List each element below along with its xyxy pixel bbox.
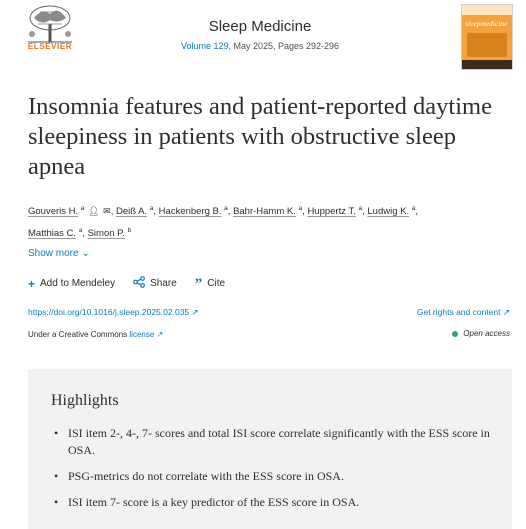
author-name[interactable]: Hackenberg B. — [158, 206, 222, 218]
mail-icon[interactable]: ✉ — [103, 206, 111, 217]
affiliation-marker: b — [127, 227, 132, 235]
issue-pages: , May 2025, Pages 292-296 — [228, 41, 340, 51]
highlights-title: Highlights — [51, 392, 119, 409]
cover-header-strip — [462, 5, 512, 15]
share-button[interactable] — [133, 276, 177, 291]
license-link[interactable] — [129, 330, 163, 339]
highlights-list — [54, 425, 494, 520]
share-icon — [133, 276, 145, 291]
author-item[interactable] — [159, 206, 228, 217]
quote-icon: ” — [194, 275, 203, 292]
doi-text: https://doi.org/10.1016/j.sleep.2025.02.035 — [28, 307, 190, 317]
open-access-label: Open access — [463, 329, 510, 338]
license-prefix: Under a Creative Commons — [28, 330, 128, 339]
rights-link[interactable] — [417, 307, 510, 318]
affiliation-marker: a — [224, 205, 228, 212]
cover-image — [467, 33, 507, 57]
affiliation-marker: a — [78, 227, 83, 235]
open-access-dot-icon — [452, 331, 458, 337]
author-name[interactable]: Simon P. — [87, 228, 125, 240]
chevron-down-icon: ⌄ — [81, 248, 90, 259]
journal-cover-thumbnail[interactable] — [461, 4, 513, 70]
external-link-icon: ↗ — [502, 307, 510, 317]
cite-label: Cite — [207, 278, 226, 289]
affiliation-marker: a — [149, 205, 154, 212]
affiliation-marker: a — [298, 205, 303, 212]
add-to-mendeley-button[interactable] — [28, 276, 115, 291]
doi-link[interactable] — [28, 307, 199, 318]
highlight-item: • PSG-metrics do not correlate with the ESS score in OSA. — [54, 468, 494, 485]
external-link-icon: ↗ — [191, 307, 199, 317]
affiliation-marker: a — [411, 205, 416, 212]
author-item[interactable] — [233, 206, 302, 217]
highlight-item: • ISI item 7- score is a key predictor of the ESS score in OSA. — [54, 494, 494, 511]
affiliation-marker: a — [80, 205, 85, 212]
author-name[interactable]: Bahr-Hamm K. — [233, 206, 296, 218]
person-icon: 👤︎ — [88, 206, 100, 217]
article-actions — [28, 276, 225, 291]
journal-title-link[interactable]: Sleep Medicine — [208, 18, 312, 35]
author-name[interactable]: Ludwig K. — [367, 206, 410, 218]
author-name[interactable]: Matthias C. — [28, 228, 77, 240]
external-link-icon: ↗ — [156, 330, 164, 339]
author-name[interactable]: Gouveris H. — [28, 206, 79, 218]
author-item[interactable] — [88, 228, 132, 239]
share-label: Share — [150, 278, 177, 289]
add-to-mendeley-label: Add to Mendeley — [40, 278, 116, 289]
journal-issue-info — [160, 41, 360, 51]
open-access-badge — [452, 329, 510, 338]
author-item[interactable] — [116, 206, 153, 217]
volume-link[interactable]: Volume 129 — [180, 41, 229, 51]
publisher-name: ELSEVIER — [27, 42, 73, 51]
plus-icon: + — [28, 276, 36, 291]
author-list: Gouveris H. $^a$ 👤︎ ✉, Deiß A. $^a$, Hackenberg B. $^a$, Bahr-Hamm K. $^a$, Huppertz T. $^a$, Ludwig K. $^a$, Matthias C. $^a$, Simon P. $^b$ — [28, 205, 419, 240]
author-item[interactable] — [28, 228, 82, 239]
rights-text: Get rights and content — [416, 307, 501, 317]
license-link-text: license — [129, 330, 155, 339]
author-item[interactable] — [307, 206, 362, 217]
cover-title: sleepmedicine — [465, 19, 508, 28]
author-name[interactable]: Huppertz T. — [307, 206, 356, 218]
show-more-label: Show more — [28, 248, 79, 259]
highlights-section — [28, 369, 512, 529]
author-item[interactable] — [28, 206, 111, 217]
affiliation-marker: a — [358, 205, 363, 212]
author-item[interactable] — [367, 206, 415, 217]
cite-button[interactable] — [195, 276, 225, 291]
license-info — [28, 330, 163, 339]
highlight-item: • ISI item 2-, 4-, 7- scores and total ISI score correlate significantly with the ESS score in OSA. — [54, 425, 494, 459]
cover-footer-bar — [462, 60, 512, 69]
author-name[interactable]: Deiß A. — [115, 206, 148, 218]
journal-header — [160, 18, 360, 51]
article-title: Insomnia features and patient-reported daytime sleepiness in patients with obstructive sleep apnea — [28, 93, 492, 180]
show-more-button[interactable] — [28, 248, 90, 259]
